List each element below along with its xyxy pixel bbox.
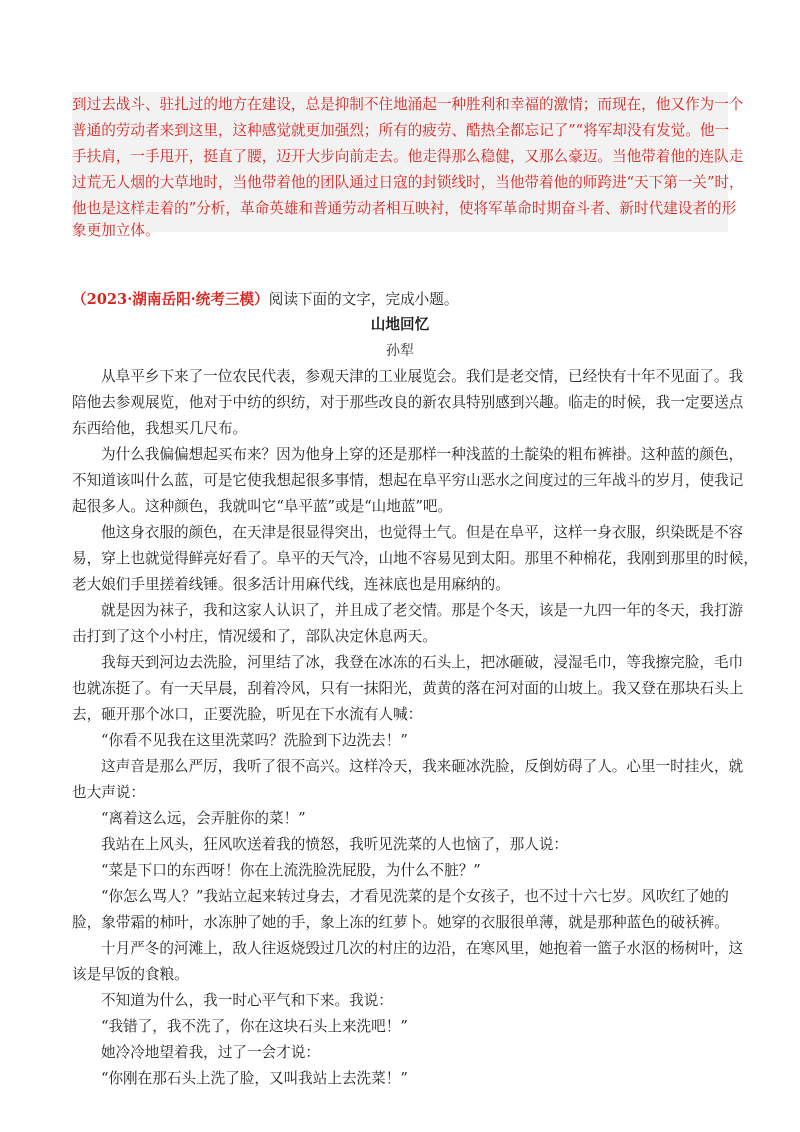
article-line: 从阜平乡下来了一位农民代表，参观天津的工业展览会。我们是老交情，已经快有十年不见面了。我 — [101, 368, 744, 385]
article-line: 陪他去参观展览，他对于中纺的织纺，对于那些改良的新农具特别感到兴趣。临走的时候，我一定要送点 — [72, 394, 744, 411]
article-line: 老大娘们手里搓着线锤。很多活计用麻代线，连袜底也是用麻纳的。 — [72, 576, 510, 593]
article-line: 不知道该叫什么蓝，可是它使我想起很多事情，想起在阜平穷山恶水之间度过的三年战斗的岁月，使我记 — [72, 472, 744, 489]
article-line: 这声音是那么严厉，我听了很不高兴。这样冷天，我来砸冰洗脸，反倒妨碍了人。心里一时挂火，就 — [101, 758, 744, 775]
article-author: 孙犁 — [386, 343, 414, 359]
article-line: 也就冻挺了。有一天早晨，刮着冷风，只有一抹阳光，黄黄的落在河对面的山坡上。我又登在那块石头上 — [72, 680, 744, 697]
question-source: （2023·湖南岳阳·统考三模） — [72, 291, 269, 308]
answer-line: 到过去战斗、驻扎过的地方在建设，总是抑制不住地涌起一种胜利和幸福的激情；而现在，他又作为一个 — [72, 96, 744, 113]
answer-line: 他也是这样走着的”分析，革命英雄和普通劳动者相互映衬，使将军革命时期奋斗者、新时代建设者的形 — [72, 200, 737, 217]
article-line: 她冷冷地望着我，过了一会才说： — [101, 1044, 320, 1061]
article-line: 东西给他，我想买几尺布。 — [72, 420, 248, 437]
article-line: “你刚在那石头上洗了脸，又叫我站上去洗菜！” — [101, 1070, 408, 1087]
article-line: 我站在上风头，狂风吹送着我的愤怒，我听见洗菜的人也恼了，那人说： — [101, 836, 569, 853]
article-line: 他这身衣服的颜色，在天津是很显得突出，也觉得土气。但是在阜平，这样一身衣服，织染既是不容 — [101, 524, 744, 541]
article-line: 脸，象带霜的柿叶，水冻肿了她的手，象上冻的红萝卜。她穿的衣服很单薄，就是那种蓝色的破袄裤。 — [72, 914, 729, 931]
article-line: 该是早饭的食粮。 — [72, 966, 189, 983]
answer-line: 象更加立体。 — [72, 222, 160, 239]
article-line: “菜是下口的东西呀！你在上流洗脸洗屁股，为什么不脏？” — [101, 862, 481, 879]
article-line: 为什么我偏偏想起买布来？因为他身上穿的还是那样一种浅蓝的土靛染的粗布裤褂。这种蓝的颜色， — [101, 446, 744, 463]
article-line: 也大声说： — [72, 784, 145, 801]
article-line: “我错了，我不洗了，你在这块石头上来洗吧！” — [101, 1018, 408, 1035]
article-line: “离着这么远，会弄脏你的菜！” — [101, 810, 306, 827]
article-line: 我每天到河边去洗脸，河里结了冰，我登在冰冻的石头上，把冰砸破，浸湿毛巾，等我擦完脸，毛巾 — [101, 654, 744, 671]
article-line: 去，砸开那个冰口，正要洗脸，听见在下水流有人喊： — [72, 706, 423, 723]
answer-line: 普通的劳动者来到这里，这种感觉就更加强烈；所有的疲劳、酷热全都忘记了”“将军却没有发觉。他一 — [72, 122, 730, 139]
article-line: 易，穿上也就觉得鲜亮好看了。阜平的天气冷，山地不容易见到太阳。那里不种棉花，我刚到那里的时候， — [72, 550, 758, 567]
article-line: 起很多人。这种颜色，我就叫它“阜平蓝”或是“山地蓝”吧。 — [72, 498, 453, 515]
article-line: 击打到了这个小村庄，情况缓和了，部队决定休息两天。 — [72, 628, 437, 645]
question-header — [72, 289, 458, 311]
article-line: “你怎么骂人？”我站立起来转过身去，才看见洗菜的是个女孩子，也不过十六七岁。风吹红了她的 — [101, 888, 729, 905]
article-line: 十月严冬的河滩上，敌人往返烧毁过几次的村庄的边沿，在寒风里，她抱着一篮子水沤的杨树叶，这 — [101, 940, 744, 957]
article-line: 不知道为什么，我一时心平气和下来。我说： — [101, 992, 393, 1009]
question-prompt: 阅读下面的文字，完成小题。 — [268, 291, 459, 308]
article-line: “你看不见我在这里洗菜吗？洗脸到下边洗去！” — [101, 732, 408, 749]
answer-line: 手扶肩，一手甩开，挺直了腰，迈开大步向前走去。他走得那么稳健，又那么豪迈。当他带着他的连队走 — [72, 148, 744, 165]
article-line: 就是因为袜子，我和这家人认识了，并且成了老交情。那是个冬天，该是一九四一年的冬天，我打游 — [101, 602, 744, 619]
answer-line: 过荒无人烟的大草地时，当他带着他的团队通过日寇的封锁线时，当他带着他的师跨进“天下第一关”时， — [72, 174, 744, 191]
article-title: 山地回忆 — [370, 316, 430, 333]
